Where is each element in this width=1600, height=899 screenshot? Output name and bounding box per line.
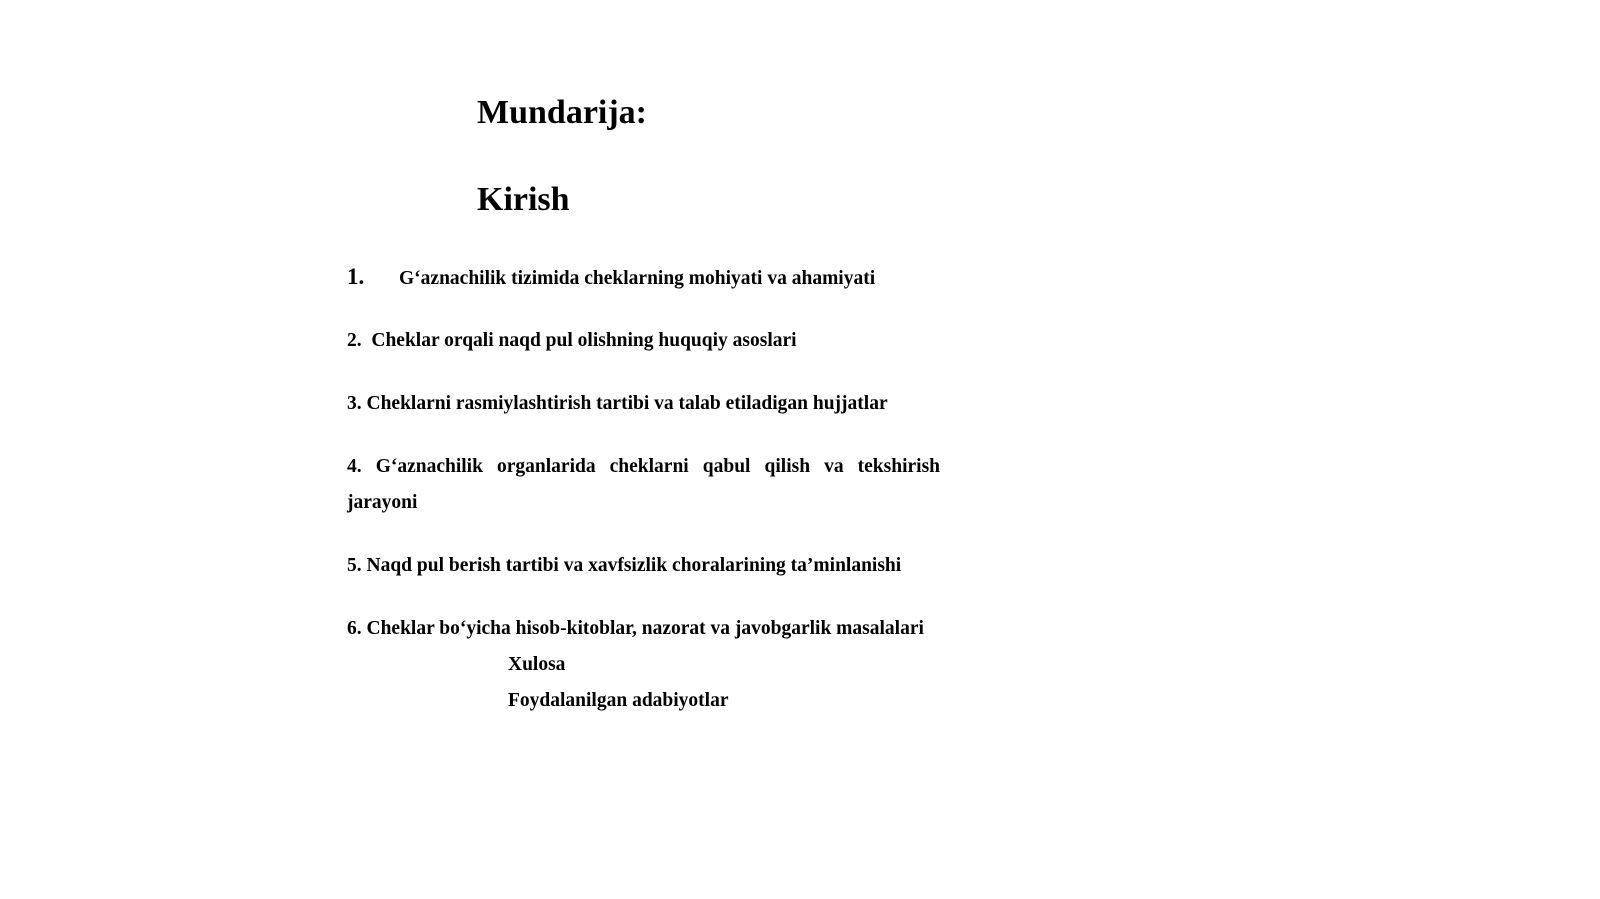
toc-item-6 <box>347 611 940 647</box>
toc-conclusion: Xulosa <box>508 654 566 675</box>
toc-item-text: Cheklar bo‘yicha hisob-kitoblar, nazorat va javobgarlik masalalari <box>366 618 924 639</box>
toc-intro-heading: Kirish <box>477 181 570 218</box>
toc-item-3 <box>347 386 940 422</box>
toc-item-text: G‘aznachilik tizimida cheklarning mohiyati va ahamiyati <box>399 268 876 289</box>
toc-item-number: 2. <box>347 330 362 351</box>
toc-item-number: 6. <box>347 618 362 639</box>
toc-item-text: Cheklarni rasmiylashtirish tartibi va talab etiladigan hujjatlar <box>366 393 888 414</box>
toc-item-number: 1. <box>347 264 365 289</box>
toc-item-number: 5. <box>347 555 362 576</box>
toc-item-number: 4. <box>347 456 362 477</box>
toc-item-4 <box>347 449 940 521</box>
toc-item-2 <box>347 323 940 359</box>
toc-item-text: Cheklar orqali naqd pul olishning huquqiy asoslari <box>371 330 797 351</box>
toc-item-5 <box>347 548 940 584</box>
toc-item-number: 3. <box>347 393 362 414</box>
toc-item-1 <box>347 259 940 297</box>
toc-item-text: Naqd pul berish tartibi va xavfsizlik choralarining ta’minlanishi <box>366 555 902 576</box>
toc-item-text: G‘aznachilik organlarida cheklarni qabul qilish va tekshirish jarayoni <box>347 456 940 513</box>
toc-references: Foydalanilgan adabiyotlar <box>508 690 729 711</box>
toc-title: Mundarija: <box>477 94 647 131</box>
